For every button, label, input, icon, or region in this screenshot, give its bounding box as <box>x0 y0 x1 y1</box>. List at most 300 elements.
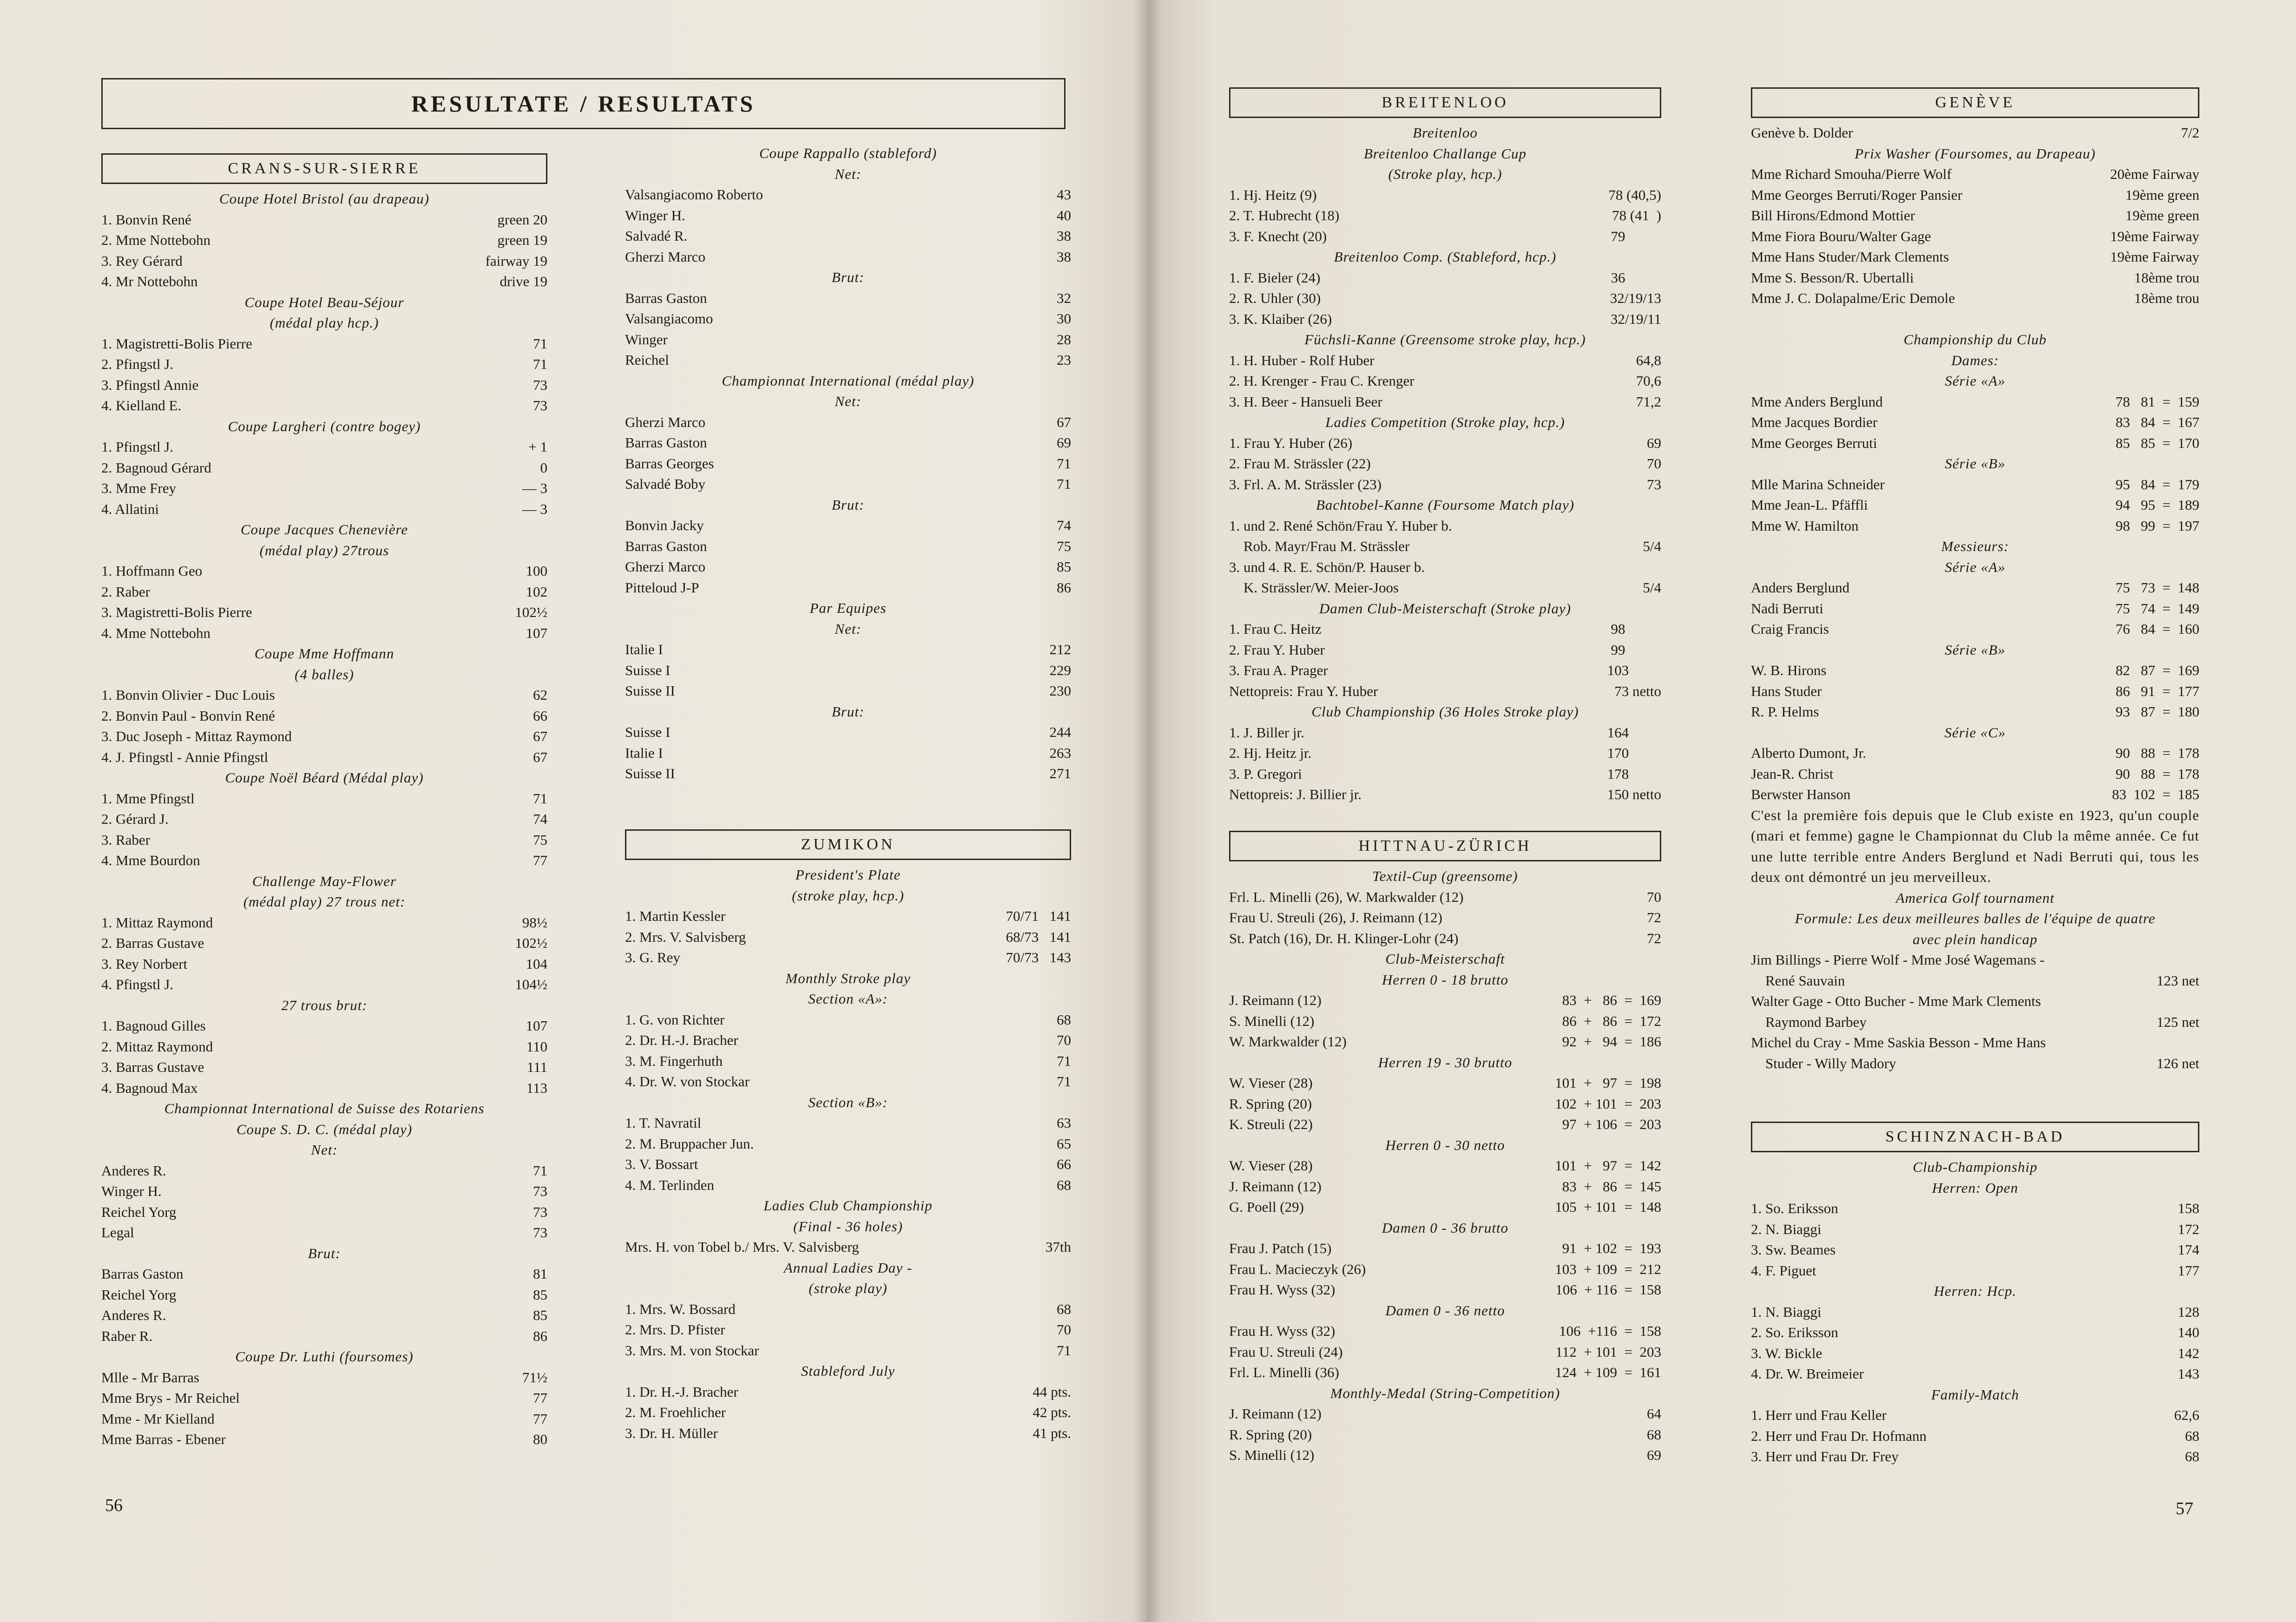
score-value: 28 <box>1057 331 1071 348</box>
entrant-name: Mme Jacques Bordier <box>1751 414 1878 430</box>
result-row <box>625 1010 1071 1031</box>
score-value: 73 <box>533 1203 547 1220</box>
result-row <box>101 1264 547 1285</box>
entrant-name: J. Reimann (12) <box>1229 1405 1322 1422</box>
result-row <box>1751 1446 2199 1467</box>
result-row <box>101 913 547 933</box>
score-value: 107 <box>526 624 547 641</box>
result-row <box>625 1340 1071 1361</box>
section-subheading: Breitenloo <box>1413 125 1478 141</box>
section-subheading: Brut: <box>831 269 865 285</box>
result-row <box>625 1175 1071 1196</box>
section-subheading: Annual Ladies Day - <box>783 1259 913 1276</box>
entrant-name: Italie I <box>625 641 663 657</box>
result-row <box>625 453 1071 474</box>
section-subheading: Bachtobel-Kanne (Foursome Match play) <box>1316 497 1575 513</box>
result-row <box>1229 474 1661 495</box>
entrant-name: 4. Mme Bourdon <box>101 852 200 868</box>
entrant-name: Mme Richard Smouha/Pierre Wolf <box>1751 166 1952 182</box>
score-value: 70 <box>1057 1321 1071 1338</box>
entrant-name: 1. Dr. H.-J. Bracher <box>625 1383 738 1400</box>
entrant-name: Mme Barras - Ebener <box>101 1431 226 1447</box>
score-value: 140 <box>2178 1324 2199 1340</box>
result-row <box>1229 392 1661 413</box>
result-row <box>1751 474 2199 495</box>
entrant-name: 1. Martin Kessler <box>625 908 726 924</box>
result-row <box>625 350 1071 371</box>
entrant-name: 3. Frl. A. M. Strässler (23) <box>1229 476 1382 493</box>
entrant-name: Studer - Willy Madory <box>1751 1055 1896 1071</box>
results-list <box>1751 123 2199 805</box>
result-row <box>1229 371 1661 392</box>
result-row <box>625 515 1071 536</box>
result-row <box>625 184 1071 205</box>
entrant-name: 3. G. Rey <box>625 949 680 965</box>
score-value: 98 <box>1611 621 1661 637</box>
entrant-name: Genève b. Dolder <box>1751 125 1853 141</box>
section-subheading: Coupe S. D. C. (médal play) <box>236 1121 413 1137</box>
result-row <box>101 1057 547 1078</box>
entrant-name: Craig Francis <box>1751 621 1829 637</box>
score-value: 23 <box>1057 352 1071 368</box>
entrant-name: Mrs. H. von Tobel b./ Mrs. V. Salvisberg <box>625 1239 859 1255</box>
score-value: 19ème green <box>2125 186 2199 203</box>
entrant-name: Frau J. Patch (15) <box>1229 1240 1332 1256</box>
entrant-name: Salvadé R. <box>625 228 688 244</box>
score-value: 68 <box>2185 1448 2199 1464</box>
entrant-name: 2. Bonvin Paul - Bonvin René <box>101 707 275 724</box>
section-subheading: Herren: Open <box>1932 1179 2019 1196</box>
score-value: 102 <box>526 583 547 600</box>
entrant-name: 1. Pfingstl J. <box>101 439 174 455</box>
score-value: 102½ <box>515 604 547 620</box>
entrant-name: 4. Mr Nottebohn <box>101 273 198 289</box>
score-value: 126 net <box>2156 1055 2199 1071</box>
result-row <box>1229 784 1661 805</box>
score-value: 66 <box>533 707 547 724</box>
result-row <box>101 850 547 871</box>
entrant-name: Nadi Berruti <box>1751 600 1823 617</box>
entrant-name: 4. Kielland E. <box>101 397 182 414</box>
section-subheading: Coupe Hotel Bristol (au drapeau) <box>219 190 430 207</box>
result-row <box>1229 350 1661 371</box>
score-value: 99 <box>1611 641 1661 658</box>
entrant-name: Alberto Dumont, Jr. <box>1751 745 1866 761</box>
entrant-name: 2. Mittaz Raymond <box>101 1038 213 1055</box>
section-subheading: Prix Washer (Foursomes, au Drapeau) <box>1855 145 2096 162</box>
result-row <box>625 288 1071 309</box>
result-row <box>625 1071 1071 1092</box>
score-value: 70/71 141 <box>1006 908 1071 924</box>
club-heading-schinznach: SCHINZNACH-BAD <box>1751 1122 2199 1152</box>
score-value: 71 <box>1057 1052 1071 1069</box>
result-row <box>1751 392 2199 413</box>
result-row <box>1751 702 2199 722</box>
result-row <box>625 927 1071 948</box>
section-subheading: Net: <box>835 620 862 637</box>
score-value: 212 <box>1049 641 1071 657</box>
entrant-name: Michel du Cray - Mme Saskia Besson - Mme Hans <box>1751 1034 2046 1051</box>
score-value: 41 pts. <box>1033 1425 1071 1441</box>
score-value: 32 <box>1057 289 1071 306</box>
score-value: 71½ <box>522 1369 547 1386</box>
section-subheading: Breitenloo Comp. (Stableford, hcp.) <box>1334 249 1557 265</box>
score-value: 103 + 109 = 212 <box>1555 1261 1661 1277</box>
result-row <box>1751 247 2199 268</box>
result-row <box>625 309 1071 329</box>
entrant-name: Mme Georges Berruti <box>1751 434 1877 451</box>
entrant-name: Reichel Yorg <box>101 1286 177 1303</box>
score-value: 103 <box>1607 662 1661 678</box>
entrant-name: Rob. Mayr/Frau M. Strässler <box>1229 538 1410 554</box>
score-value: 106 + 116 = 158 <box>1555 1281 1661 1298</box>
score-value: 75 <box>1057 538 1071 554</box>
result-row <box>1229 557 1661 578</box>
entrant-name: Gherzi Marco <box>625 558 705 575</box>
score-value: 71 <box>1057 1342 1071 1359</box>
entrant-name: W. Vieser (28) <box>1229 1075 1313 1091</box>
result-row <box>1751 1405 2199 1426</box>
entrant-name: Italie I <box>625 744 663 761</box>
result-row <box>1229 722 1661 743</box>
score-value: 86 <box>1057 579 1071 596</box>
result-row <box>1229 1404 1661 1425</box>
entrant-name: 1. Herr und Frau Keller <box>1751 1407 1887 1423</box>
score-value: 80 <box>533 1431 547 1447</box>
result-row <box>101 210 547 230</box>
result-row <box>1751 991 2199 1012</box>
entrant-name: Pitteloud J-P <box>625 579 699 596</box>
section-subheading: Coupe Rappallo (stableford) <box>759 145 937 161</box>
entrant-name: Bill Hirons/Edmond Mottier <box>1751 207 1915 223</box>
results-list <box>625 865 1071 1444</box>
result-row <box>1229 990 1661 1011</box>
section-subheading: Club Championship (36 Holes Stroke play) <box>1311 703 1579 720</box>
score-value: 123 net <box>2156 972 2199 989</box>
entrant-name: Frl. L. Minelli (26), W. Markwalder (12) <box>1229 888 1464 905</box>
entrant-name: 1. Mme Pfingstl <box>101 790 195 807</box>
entrant-name: G. Poell (29) <box>1229 1199 1304 1215</box>
result-row <box>1229 1094 1661 1115</box>
result-row <box>1229 619 1661 640</box>
result-row <box>101 685 547 706</box>
entrant-name: Frau U. Streuli (24) <box>1229 1343 1343 1360</box>
section-subheading: Championship du Club <box>1903 331 2047 348</box>
entrant-name: 1. Bonvin René <box>101 211 191 228</box>
score-value: 32/19/11 <box>1610 310 1661 327</box>
score-value: 230 <box>1049 683 1071 699</box>
entrant-name: Salvadé Boby <box>625 476 706 492</box>
entrant-name: 1. Frau Y. Huber (26) <box>1229 434 1353 451</box>
result-row <box>1229 1011 1661 1032</box>
result-row <box>1229 681 1661 702</box>
section-subheading: Damen 0 - 36 netto <box>1385 1302 1505 1319</box>
score-value: 73 <box>533 376 547 393</box>
entrant-name: Winger <box>625 331 668 348</box>
result-row <box>101 974 547 995</box>
result-row <box>625 1299 1071 1320</box>
entrant-name: 2. Mrs. D. Pfister <box>625 1321 725 1338</box>
result-row <box>1229 516 1661 537</box>
section-subheading: Coupe Hotel Beau-Séjour <box>244 294 404 310</box>
entrant-name: Hans Studer <box>1751 683 1822 699</box>
entrant-name: 3. Mrs. M. von Stockar <box>625 1342 759 1359</box>
section-subheading: Brut: <box>831 703 865 720</box>
entrant-name: 2. Frau Y. Huber <box>1229 641 1325 658</box>
entrant-name: 2. T. Hubrecht (18) <box>1229 207 1340 223</box>
column-geneve <box>1751 87 2199 1074</box>
entrant-name: 2. Dr. H.-J. Bracher <box>625 1032 738 1048</box>
score-value: 107 <box>526 1018 547 1034</box>
result-row <box>1751 1219 2199 1240</box>
result-row <box>101 954 547 975</box>
section-subheading: Brut: <box>308 1245 341 1261</box>
result-row <box>1229 1156 1661 1176</box>
entrant-name: 1. G. von Richter <box>625 1011 725 1028</box>
score-value: 42 pts. <box>1033 1404 1071 1420</box>
score-value: 101 + 97 = 142 <box>1555 1157 1661 1174</box>
score-value: — 3 <box>522 500 547 517</box>
score-value: 263 <box>1049 744 1071 761</box>
entrant-name: 2. M. Froehlicher <box>625 1404 726 1420</box>
section-subheading: Par Equipes <box>809 600 887 616</box>
entrant-name: 2. N. Biaggi <box>1751 1221 1822 1237</box>
section-subheading: Herren 0 - 30 netto <box>1385 1136 1505 1153</box>
result-row <box>1229 433 1661 454</box>
score-value: 82 87 = 169 <box>2115 662 2199 678</box>
score-value: 78 (40,5) <box>1608 186 1661 203</box>
score-value: 142 <box>2178 1345 2199 1361</box>
score-value: 128 <box>2178 1303 2199 1320</box>
result-row <box>101 1222 547 1243</box>
result-row <box>1751 412 2199 433</box>
score-value: 18ème trou <box>2134 290 2199 306</box>
score-value <box>2171 1032 2199 1053</box>
club-heading-hittnau: HITTNAU-ZÜRICH <box>1229 831 1661 861</box>
score-value: 98½ <box>522 914 547 931</box>
score-value: 62 <box>533 687 547 703</box>
entrant-name: 4. Bagnoud Max <box>101 1079 198 1096</box>
result-row <box>1229 1238 1661 1259</box>
club-heading-breitenloo: BREITENLOO <box>1229 87 1661 118</box>
score-value: 90 88 = 178 <box>2115 765 2199 782</box>
entrant-name: 3. Rey Norbert <box>101 955 188 972</box>
entrant-name: R. P. Helms <box>1751 703 1819 720</box>
score-value: 69 <box>1647 1447 1661 1463</box>
page-number: 56 <box>105 1496 123 1515</box>
section-subheading: Textil-Cup (greensome) <box>1372 868 1518 884</box>
entrant-name: 1. So. Eriksson <box>1751 1200 1838 1216</box>
result-row <box>1229 1445 1661 1466</box>
score-value: 40 <box>1057 207 1071 223</box>
result-row <box>625 557 1071 578</box>
result-row <box>625 743 1071 764</box>
entrant-name: 3. Rey Gérard <box>101 252 183 269</box>
result-row <box>1229 1280 1661 1300</box>
score-value: 90 88 = 178 <box>2115 745 2199 761</box>
entrant-name: 2. So. Eriksson <box>1751 1324 1838 1340</box>
entrant-name: W. Markwalder (12) <box>1229 1033 1347 1050</box>
entrant-name: Suisse I <box>625 662 671 678</box>
entrant-name: 4. Mme Nottebohn <box>101 624 211 641</box>
section-subheading: Coupe Dr. Luthi (foursomes) <box>235 1348 414 1365</box>
club-heading-zumikon: ZUMIKON <box>625 829 1071 860</box>
result-row <box>625 247 1071 268</box>
entrant-name: 1. F. Bieler (24) <box>1229 269 1321 286</box>
score-value: 102½ <box>515 935 547 951</box>
entrant-name: 3. Barras Gustave <box>101 1059 204 1075</box>
result-row <box>1751 681 2199 702</box>
entrant-name: 3. V. Bossart <box>625 1156 698 1172</box>
result-row <box>625 1134 1071 1155</box>
section-subheading: Coupe Noël Béard (Médal play) <box>225 769 424 786</box>
entrant-name: Barras Gaston <box>625 434 707 451</box>
section-subheading: 27 trous brut: <box>281 997 368 1013</box>
result-row <box>1751 433 2199 454</box>
score-value: 71 <box>1057 1073 1071 1090</box>
section-subheading: Net: <box>835 393 862 409</box>
score-value: 158 <box>2178 1200 2199 1216</box>
score-value: 76 84 = 160 <box>2115 621 2199 637</box>
score-value: 44 pts. <box>1033 1383 1071 1400</box>
result-row <box>1229 536 1661 557</box>
score-value: 70,6 <box>1636 373 1661 389</box>
result-row <box>625 660 1071 681</box>
score-value: 85 85 = 170 <box>2115 434 2199 451</box>
section-subheading: Série «C» <box>1944 724 2006 741</box>
score-value: green 19 <box>497 232 547 248</box>
score-value: 104 <box>526 955 547 972</box>
score-value: 65 <box>1057 1135 1071 1152</box>
entrant-name: Nettopreis: Frau Y. Huber <box>1229 683 1378 699</box>
score-value: 111 <box>526 1059 547 1075</box>
entrant-name: 2. R. Uhler (30) <box>1229 290 1321 306</box>
score-value: 70/73 143 <box>1006 949 1071 965</box>
result-row <box>1229 1073 1661 1094</box>
result-row <box>101 1326 547 1347</box>
score-value: 92 + 94 = 186 <box>1562 1033 1661 1050</box>
score-value: 64 <box>1647 1405 1661 1422</box>
result-row <box>1751 764 2199 785</box>
section-subheading: Family-Match <box>1931 1386 2020 1403</box>
result-row <box>1229 288 1661 309</box>
entrant-name: Mme Anders Berglund <box>1751 393 1883 410</box>
result-row <box>1751 660 2199 681</box>
score-value: 93 87 = 180 <box>2115 703 2199 720</box>
section-subheading: Coupe Jacques Chenevière <box>240 521 408 538</box>
result-row <box>101 437 547 458</box>
entrant-name: 3. Mme Frey <box>101 480 177 496</box>
score-value: 164 <box>1607 724 1661 741</box>
column-breitenloo <box>1229 87 1661 805</box>
section-subheading: (stroke play, hcp.) <box>792 887 904 904</box>
section-subheading: Net: <box>835 165 862 182</box>
result-row <box>101 334 547 355</box>
section-subheading: avec plein handicap <box>1913 931 2038 947</box>
result-row <box>1229 453 1661 474</box>
entrant-name: 1. T. Navratil <box>625 1115 702 1131</box>
score-value: 68 <box>1057 1300 1071 1317</box>
entrant-name: 1. Bonvin Olivier - Duc Louis <box>101 687 275 703</box>
column-schinznach <box>1751 1122 2199 1467</box>
entrant-name: Mlle - Mr Barras <box>101 1369 199 1386</box>
entrant-name: Frau L. Macieczyk (26) <box>1229 1261 1366 1277</box>
result-row <box>625 578 1071 598</box>
score-value: 105 + 101 = 148 <box>1555 1199 1661 1215</box>
entrant-name: Winger H. <box>625 207 685 223</box>
entrant-name: 1. Hoffmann Geo <box>101 563 203 579</box>
section-subheading: (médal play) 27trous <box>259 542 389 558</box>
score-value: 75 74 = 149 <box>2115 600 2199 617</box>
page-title: RESULTATE / RESULTATS <box>101 78 1066 129</box>
score-value: 83 102 = 185 <box>2112 786 2199 802</box>
entrant-name: Berwster Hanson <box>1751 786 1851 802</box>
entrant-name: René Sauvain <box>1751 972 1845 989</box>
score-value: 68 <box>2185 1427 2199 1444</box>
score-value: 150 netto <box>1607 786 1661 802</box>
entrant-name: Mme - Mr Kielland <box>101 1410 215 1427</box>
entrant-name: 3. P. Gregori <box>1229 765 1302 782</box>
result-row <box>101 375 547 396</box>
section-subheading: Série «B» <box>1945 455 2006 472</box>
section-subheading: Stableford July <box>801 1363 895 1379</box>
entrant-name: 2. Gérard J. <box>101 811 169 827</box>
section-subheading: (stroke play) <box>809 1280 888 1296</box>
result-row <box>1229 743 1661 764</box>
entrant-name: Raber R. <box>101 1327 153 1344</box>
score-value: 73 <box>1647 476 1661 493</box>
result-row <box>1229 1031 1661 1052</box>
score-value: 86 91 = 177 <box>2115 683 2199 699</box>
result-row <box>625 474 1071 495</box>
score-value: 73 netto <box>1614 683 1661 699</box>
results-list <box>1751 888 2199 1074</box>
entrant-name: Valsangiacomo <box>625 310 713 327</box>
entrant-name: W. B. Hirons <box>1751 662 1827 678</box>
section-subheading: Brut: <box>831 496 865 513</box>
score-value: 271 <box>1049 765 1071 781</box>
score-value: 81 <box>533 1266 547 1282</box>
column-crans-continued <box>625 143 1071 784</box>
section-subheading: Formule: Les deux meilleures balles de l'équipe de quatre <box>1795 910 2156 926</box>
score-value <box>2171 950 2199 971</box>
score-value: 73 <box>533 397 547 414</box>
entrant-name: R. Spring (20) <box>1229 1095 1312 1112</box>
score-value: 125 net <box>2156 1013 2199 1030</box>
entrant-name: K. Strässler/W. Meier-Joos <box>1229 579 1399 596</box>
results-list <box>1229 123 1661 805</box>
entrant-name: Nettopreis: J. Billier jr. <box>1229 786 1362 802</box>
score-value: 72 <box>1647 930 1661 946</box>
entrant-name: 1. N. Biaggi <box>1751 1303 1822 1320</box>
section-subheading: Herren: Hcp. <box>1934 1283 2017 1299</box>
entrant-name: Bonvin Jacky <box>625 517 704 533</box>
result-row <box>1751 1198 2199 1219</box>
score-value <box>1633 516 1661 537</box>
result-row <box>101 230 547 251</box>
club-heading-crans: CRANS-SUR-SIERRE <box>101 153 547 184</box>
score-value: 69 <box>1057 434 1071 451</box>
score-value: 86 + 86 = 172 <box>1562 1012 1661 1029</box>
entrant-name: 4. Pfingstl J. <box>101 976 174 992</box>
result-row <box>101 602 547 623</box>
section-subheading: Füchsli-Kanne (Greensome stroke play, hcp.) <box>1304 331 1586 348</box>
section-subheading: Damen 0 - 36 brutto <box>1382 1219 1509 1236</box>
entrant-name: St. Patch (16), Dr. H. Klinger-Lohr (24) <box>1229 930 1459 946</box>
result-row <box>1229 660 1661 681</box>
note-paragraph: C'est la première fois depuis que le Club existe en 1923, qu'un couple (mari et femme) gagne le Championnat du Club la même année. Ce fut une lutte terrible entre Anders Berglund et Nadi Berruti qui, tous les deux ont démontré un jeu merveilleux. <box>1751 807 2199 885</box>
result-row <box>1229 578 1661 598</box>
